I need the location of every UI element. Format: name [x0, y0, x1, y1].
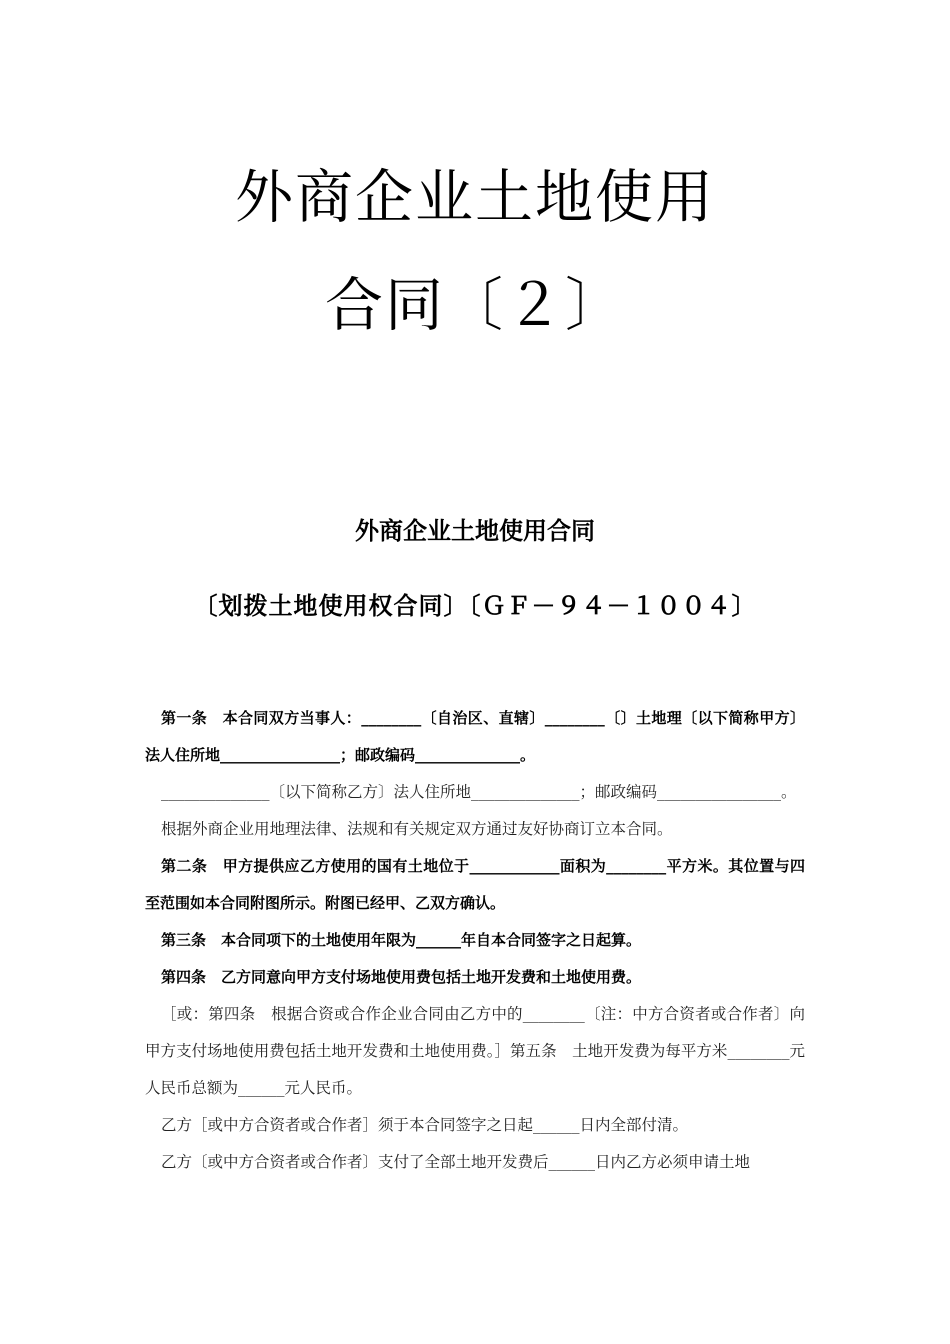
- cover-title-line-1: 外商企业土地使用: [234, 163, 715, 231]
- article-1-paragraph: 第一条 本合同双方当事人：________〔自治区、直辖〕________〔〕土地理〔以下简称甲方〕法人住所地________________；邮政编码______________。: [145, 709, 805, 764]
- basis-paragraph: 根据外商企业用地理法律、法规和有关规定双方通过友好协商订立本合同。: [161, 820, 673, 838]
- party-b-paragraph: ______________〔以下简称乙方〕法人住所地______________；邮政编码________________。: [161, 783, 797, 801]
- land-application-paragraph: 乙方〔或中方合资者或合作者〕支付了全部土地开发费后______日内乙方必须申请土地: [161, 1153, 751, 1171]
- contract-subtitle: 〔划拨土地使用权合同〕〔ＧＦ－９４－１００４〕: [193, 592, 757, 620]
- article-2-paragraph: 第二条 甲方提供应乙方使用的国有土地位于____________面积为________平方米。其位置与四至范围如本合同附图所示。附图已经甲、乙双方确认。: [145, 857, 805, 912]
- article-3-paragraph: 第三条 本合同项下的土地使用年限为______年自本合同签字之日起算。: [161, 931, 642, 949]
- contract-body: [145, 700, 805, 1181]
- article-4-paragraph: 第四条 乙方同意向甲方支付场地使用费包括土地开发费和土地使用费。: [161, 968, 642, 986]
- payment-deadline-paragraph: 乙方［或中方合资者或合作者］须于本合同签字之日起______日内全部付清。: [161, 1116, 689, 1134]
- article-4-alt-paragraph: ［或：第四条 根据合资或合作企业合同由乙方中的________〔注：中方合资者或合作者〕向甲方支付场地使用费包括土地开发费和土地使用费。］第五条 土地开发费为每平方米________元人民币总额为______元人民币。: [145, 1005, 805, 1097]
- cover-title-line-2: 合同〔２〕: [324, 271, 625, 339]
- contract-title: 外商企业土地使用合同: [355, 517, 595, 545]
